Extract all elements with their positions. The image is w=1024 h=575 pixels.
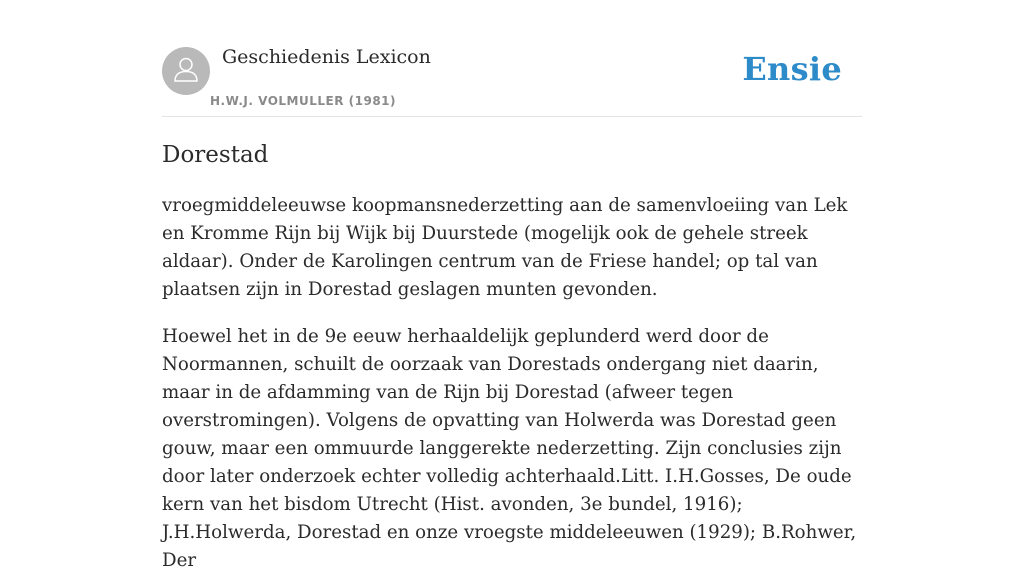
site-header <box>162 0 862 117</box>
user-icon <box>171 54 201 88</box>
page-title: Dorestad <box>162 142 269 168</box>
article <box>162 140 866 575</box>
lexicon-title[interactable]: Geschiedenis Lexicon <box>222 46 431 68</box>
author-credit: H.W.J. VOLMULLER (1981) <box>210 94 397 108</box>
avatar[interactable] <box>162 47 210 95</box>
brand-logo[interactable]: Ensie <box>742 50 842 88</box>
article-paragraph: Hoewel het in de 9e eeuw herhaaldelijk geplunderd werd door de Noormannen, schuilt de oorzaak van Dorestads ondergang niet daarin, maar in de afdamming van de Rijn bij Dorestad (afweer tegen overstromingen). Volgens de opvatting van Holwerda was Dorestad geen gouw, maar een ommuurde langgerekte nederzetting. Zijn conclusies zijn door later onderzoek echter volledig achterhaald.Litt. I.H.Gosses, De oude kern van het bisdom Utrecht (Hist. avonden, 3e bundel, 1916); J.H.Holwerda, Dorestad en onze vroegste middeleeuwen (1929); B.Rohwer, Der <box>162 326 857 571</box>
article-paragraph: vroegmiddeleeuwse koopmansnederzetting aan de samenvloeiing van Lek en Kromme Rijn bij Wijk bij Duurstede (mogelijk ook de gehele streek aldaar). Onder de Karolingen centrum van de Friese handel; op tal van plaatsen zijn in Dorestad geslagen munten gevonden. <box>162 195 848 300</box>
